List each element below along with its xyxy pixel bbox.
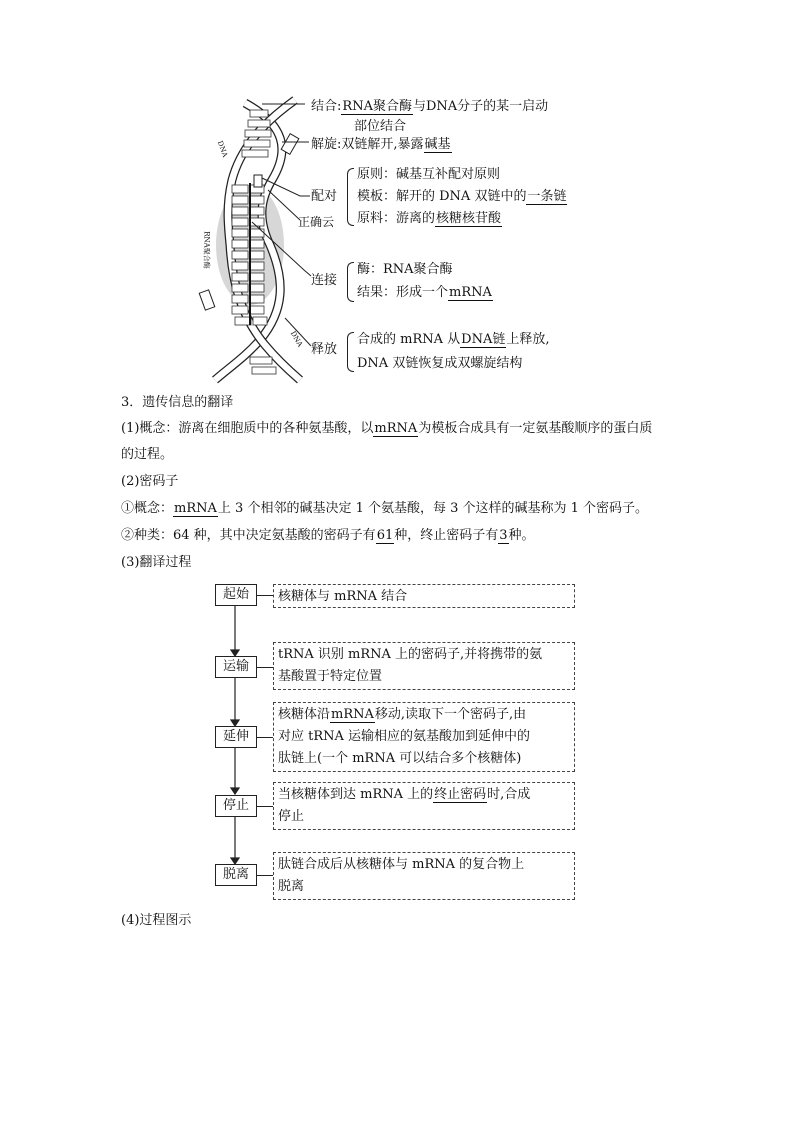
release-line1-dna: DNA链 [461,332,506,347]
step-unwind-base: 碱基 [424,137,451,152]
stage-transport-line1: tRNA 识别 mRNA 上的密码子,并将携带的氨 [278,647,543,662]
concept-mrna: mRNA [374,421,418,436]
step-link-label: 连接 [311,273,338,288]
dna-side-label: DNA [215,139,230,159]
translation-heading: (3)翻译过程 [121,555,192,570]
stage-extend-c: 移动,读取下一个密码子,由 [374,707,527,722]
pair-template-text: 模板：解开的 DNA 双链中的 [357,189,527,204]
release-line1-a: 合成的 mRNA 从 [357,332,461,347]
step-bind-text: 与DNA分子的某一启动 [412,99,549,114]
section-heading: 3．遗传信息的翻译 [121,395,234,410]
dna-lower-side-label: DNA [288,329,305,349]
stage-start-text: 核糖体与 mRNA 结合 [278,589,408,604]
stage-start-connector [257,595,273,596]
link-enzyme: 酶：RNA聚合酶 [357,262,453,277]
concept-line2: 的过程。 [121,447,174,462]
stage-transport-connector [257,667,273,668]
step-release-label: 释放 [311,342,338,357]
codon1-text-c: 上 3 个相邻的碱基决定 1 个氨基酸，每 3 个这样的碱基称为 1 个密码子。 [217,501,649,516]
stage-stop-connector [257,806,273,807]
stage-extend-a: 核糖体沿 [278,707,331,722]
step-bind-line2: 部位结合 [354,119,407,134]
codon1-mrna: mRNA [174,501,217,516]
step-bind-enzyme: RNA聚合酶 [342,99,412,114]
stage-stop-box [273,782,575,830]
stage-detach-line1: 肽链合成后从核糖体与 mRNA 的复合物上 [278,857,525,872]
stage-stop-codon: 终止密码 [434,787,487,802]
stage-extend-line2: 对应 tRNA 运输相应的氨基酸加到延伸中的 [278,729,531,744]
release-line2: DNA 双链恢复成双螺旋结构 [357,356,523,371]
step-unwind-text: 双链解开,暴露 [341,137,424,152]
pair-material-nucleotide: 核糖核苷酸 [436,211,502,226]
stage-extend-line1 [278,704,570,726]
rna-polymerase-side-label: RNA聚合酶 [202,231,211,269]
codon2-stop-count: 3 [499,528,508,543]
diagram-heading: (4)过程图示 [121,913,192,928]
stage-stop-label: 停止 [215,795,257,817]
stage-extend-connector [257,737,273,738]
codon2-count: 61 [376,528,394,543]
concept-text-a: (1)概念：游离在细胞质中的各种氨基酸，以 [121,421,374,436]
pair-template-chain: 一条链 [527,189,567,204]
link-result-mrna: mRNA [449,285,492,300]
codon2-text-a: ②种类：64 种，其中决定氨基酸的密码子有 [121,528,376,543]
link-result-text: 结果：形成一个 [357,285,449,300]
stage-transport-box [273,642,575,690]
stage-start-label: 起始 [215,584,257,606]
stage-detach-connector [257,875,273,876]
codon1-text-a: ①概念： [121,501,174,516]
codon2-text-e: 种。 [508,528,535,543]
stage-start-box [273,584,575,608]
step-unwind-label: 解旋 [311,137,338,152]
stage-stop-line2: 停止 [278,809,305,824]
stage-extend-line3: 肽链上(一个 mRNA 可以结合多个核糖体) [278,751,522,766]
step-bind: 结合:RNA聚合酶与DNA分子的某一启动 [311,99,549,114]
stage-detach-label: 脱离 [215,864,257,886]
pair-principle: 原则：碱基互补配对原则 [357,167,501,182]
release-line1-c: 上释放, [506,332,550,347]
stage-transport-line2: 基酸置于特定位置 [278,669,383,684]
watermark-text: 正确云 [298,215,335,229]
pair-material-text: 原料：游离的 [357,211,436,226]
step-bind-label: 结合 [311,99,338,114]
stage-stop-line1 [278,784,570,806]
stage-stop-a: 当核糖体到达 mRNA 上的 [278,787,434,802]
stage-transport-label: 运输 [215,656,257,678]
step-unwind: 解旋:双链解开,暴露碱基 [311,137,451,152]
stage-extend-label: 延伸 [215,726,257,748]
stage-detach-line2: 脱离 [278,879,305,894]
codon2-text-c: 种，终止密码子有 [394,528,499,543]
stage-detach-box [273,852,575,900]
stage-stop-c: 时,合成 [487,787,531,802]
concept-text-c: 为模板合成具有一定氨基酸顺序的蛋白质 [418,421,653,436]
stage-extend-mrna: mRNA [331,707,374,722]
codon-heading: (2)密码子 [121,474,179,489]
step-pair-label: 配对 [311,189,338,204]
stage-extend-box [273,702,575,772]
